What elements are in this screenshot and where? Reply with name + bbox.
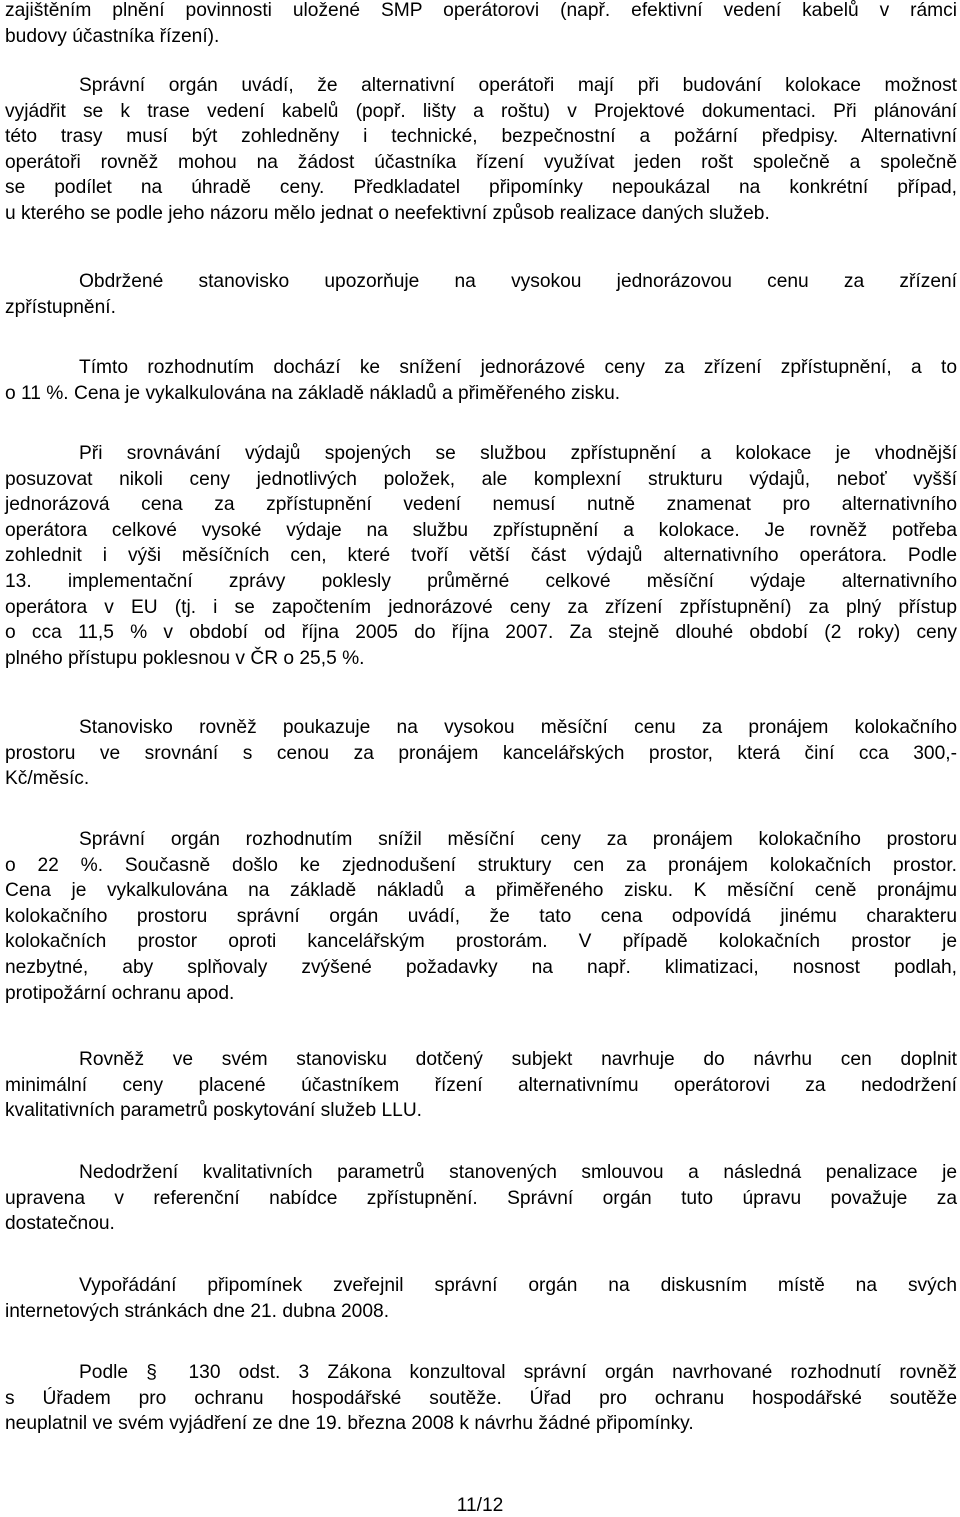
text-line: Cena je vykalkulována na základě nákladů a přiměřeného zisku. K měsíční ceně pronájmu bbox=[5, 880, 957, 902]
text-line: o 22 %. Současně došlo ke zjednodušení struktury cen za pronájem kolokačních prostor. bbox=[5, 854, 957, 876]
text-line: Stanovisko rovněž poukazuje na vysokou měsíční cenu za pronájem kolokačního bbox=[79, 717, 957, 738]
paragraph-8 bbox=[5, 1160, 957, 1237]
text-line: o 11 %. Cena je vykalkulována na základě nákladů a přiměřeného zisku. bbox=[5, 382, 621, 404]
text-line: upravena v referenční nabídce zpřístupnění. Správní orgán tuto úpravu považuje za bbox=[5, 1187, 957, 1209]
text-line: kolokačního prostoru správní orgán uvádí, že tato cena odpovídá jinému charakteru bbox=[5, 905, 957, 927]
paragraph-2 bbox=[5, 269, 957, 320]
text-line: posuzovat nikoli ceny jednotlivých položek, ale komplexní strukturu výdajů, neboť vyšší bbox=[5, 468, 957, 490]
text-line: Obdržené stanovisko upozorňuje na vysokou jednorázovou cenu za zřízení bbox=[79, 271, 957, 292]
text-line: Vypořádání připomínek zveřejnil správní orgán na diskusním místě na svých bbox=[79, 1275, 957, 1296]
text-fragment: 130 odst. 3 Zákona konzultoval správní orgán navrhované rozhodnutí rovněž bbox=[188, 1362, 957, 1383]
text-line: Kč/měsíc. bbox=[5, 768, 90, 790]
paragraph-4 bbox=[5, 441, 957, 671]
text-line: zpřístupnění. bbox=[5, 296, 116, 318]
text-line: budovy účastníka řízení). bbox=[5, 25, 220, 47]
section-sign-link[interactable]: § bbox=[146, 1362, 157, 1383]
text-line bbox=[5, 1360, 957, 1386]
text-line: Nedodržení kvalitativních parametrů stanovených smlouvou a následná penalizace je bbox=[79, 1162, 957, 1183]
text-line: dostatečnou. bbox=[5, 1213, 115, 1235]
text-line: Tímto rozhodnutím dochází ke snížení jednorázové ceny za zřízení zpřístupnění, a to bbox=[79, 357, 957, 378]
text-line: Při srovnávání výdajů spojených se službou zpřístupnění a kolokace je vhodnější bbox=[79, 443, 957, 464]
page-number: 11/12 bbox=[456, 1495, 504, 1516]
text-line: 13. implementační zprávy poklesly průměrné celkové měsíční výdaje alternativního bbox=[5, 570, 957, 592]
text-line: operátora celkové vysoké výdaje na službu zpřístupnění a kolokace. Je rovněž potřeba bbox=[5, 519, 957, 541]
text-line: internetových stránkách dne 21. dubna 2008. bbox=[5, 1300, 390, 1322]
text-line: nezbytné, aby splňovaly zvýšené požadavky na např. klimatizaci, nosnost podlah, bbox=[5, 956, 957, 978]
text-line: prostoru ve srovnání s cenou za pronájem kancelářských prostor, která činí cca 300,- bbox=[5, 742, 957, 764]
text-line: u kterého se podle jeho názoru mělo jednat o neefektivní způsob realizace daných služeb. bbox=[5, 202, 770, 224]
paragraph-5 bbox=[5, 715, 957, 792]
paragraph-0 bbox=[5, 0, 957, 49]
text-line: Rovněž ve svém stanovisku dotčený subjekt navrhuje do návrhu cen doplnit bbox=[79, 1049, 957, 1070]
paragraph-1 bbox=[5, 73, 957, 227]
text-line: plného přístupu poklesnou v ČR o 25,5 %. bbox=[5, 647, 365, 669]
text-line: neuplatnil ve svém vyjádření ze dne 19. března 2008 k návrhu žádné připomínky. bbox=[5, 1413, 694, 1435]
paragraph-6 bbox=[5, 827, 957, 1006]
text-line: této trasy musí být zohledněny i technické, bezpečnostní a požární předpisy. Alternativní bbox=[5, 126, 957, 148]
text-line: s Úřadem pro ochranu hospodářské soutěže. Úřad pro ochranu hospodářské soutěže bbox=[5, 1387, 957, 1409]
text-line: operátora v EU (tj. i se započtením jednorázové ceny za zřízení zpřístupnění) za plný přístup bbox=[5, 596, 957, 618]
text-line: protipožární ochranu apod. bbox=[5, 982, 235, 1004]
paragraph-9 bbox=[5, 1273, 957, 1324]
paragraph-7 bbox=[5, 1047, 957, 1124]
text-line: kvalitativních parametrů poskytování služeb LLU. bbox=[5, 1100, 423, 1122]
text-line: kolokačních prostor oproti kancelářským prostorám. V případě kolokačních prostor je bbox=[5, 931, 957, 953]
text-fragment: Podle bbox=[79, 1362, 129, 1383]
text-line: Správní orgán uvádí, že alternativní operátoři mají při budování kolokace možnost bbox=[79, 75, 957, 96]
paragraph-3 bbox=[5, 355, 957, 406]
text-line: o cca 11,5 % v období od října 2005 do října 2007. Za stejně dlouhé období (2 roky) ceny bbox=[5, 622, 957, 644]
text-line: Správní orgán rozhodnutím snížil měsíční ceny za pronájem kolokačního prostoru bbox=[79, 829, 957, 850]
text-line: zajištěním plnění povinnosti uložené SMP operátorovi (např. efektivní vedení kabelů v rámci bbox=[5, 0, 957, 21]
text-line: se podílet na úhradě ceny. Předkladatel připomínky nepoukázal na konkrétní případ, bbox=[5, 177, 957, 199]
text-line: zohlednit i výši měsíčních cen, které tvoří větší část výdajů alternativního operátora. Podle bbox=[5, 545, 957, 567]
paragraph-10 bbox=[5, 1360, 957, 1437]
text-line: vyjádřit se k trase vedení kabelů (popř. lišty a roštu) v Projektové dokumentaci. Při plánování bbox=[5, 100, 957, 122]
text-line: minimální ceny placené účastníkem řízení alternativnímu operátorovi za nedodržení bbox=[5, 1074, 957, 1096]
text-line: jednorázová cena za zpřístupnění vedení nemusí nutně znamenat pro alternativního bbox=[5, 494, 957, 516]
text-line: operátoři rovněž mohou na žádost účastníka řízení využívat jeden rošt společně a společně bbox=[5, 151, 957, 173]
